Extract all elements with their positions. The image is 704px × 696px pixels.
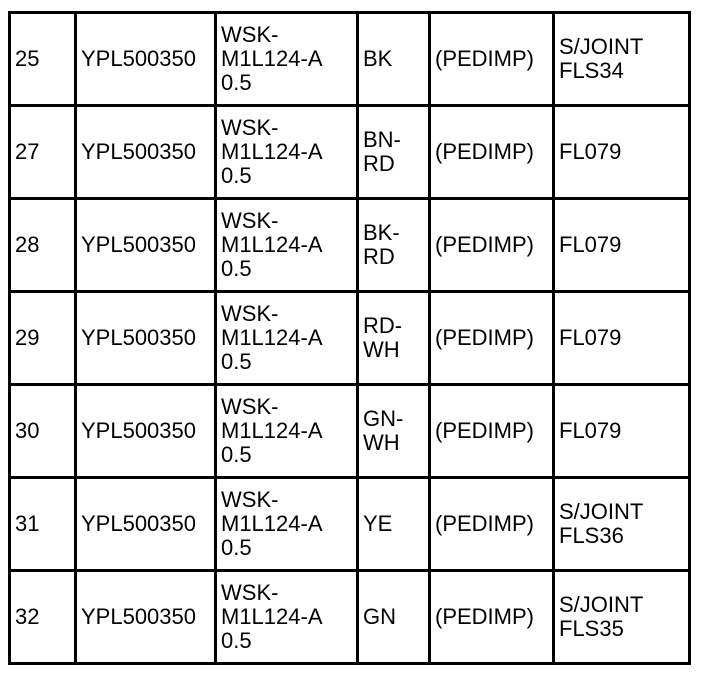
part-number-cell: YPL500350 bbox=[76, 478, 216, 571]
destination-cell-line: FL079 bbox=[559, 139, 622, 164]
destination-cell-line: FLS34 bbox=[559, 58, 624, 83]
wire-number-cell: 32 bbox=[10, 571, 76, 664]
destination-cell bbox=[554, 292, 690, 385]
wire-spec-cell-line: M1L124-A bbox=[221, 604, 323, 629]
part-number-cell: YPL500350 bbox=[76, 292, 216, 385]
destination-cell-line: FL079 bbox=[559, 418, 622, 443]
wire-color-cell-line: BK bbox=[363, 46, 393, 71]
wire-spec-cell-line: WSK- bbox=[221, 301, 279, 326]
table-row bbox=[10, 199, 690, 292]
wire-spec-cell bbox=[216, 478, 358, 571]
table-row bbox=[10, 385, 690, 478]
wire-number-cell: 27 bbox=[10, 106, 76, 199]
wire-spec-cell-line: M1L124-A bbox=[221, 418, 323, 443]
wire-table-body bbox=[10, 13, 690, 664]
wire-spec-cell-line: M1L124-A bbox=[221, 46, 323, 71]
wire-color-cell-line: RD bbox=[363, 151, 395, 176]
circuit-type-cell: (PEDIMP) bbox=[430, 106, 554, 199]
wire-spec-cell-line: WSK- bbox=[221, 22, 279, 47]
wire-spec-cell-line: M1L124-A bbox=[221, 325, 323, 350]
circuit-type-cell: (PEDIMP) bbox=[430, 385, 554, 478]
destination-cell-line: S/JOINT bbox=[559, 34, 644, 59]
destination-cell bbox=[554, 199, 690, 292]
wire-spec-cell-line: 0.5 bbox=[221, 442, 252, 467]
wire-spec-cell-line: M1L124-A bbox=[221, 511, 323, 536]
destination-cell-line: FL079 bbox=[559, 325, 622, 350]
wire-spec-cell-line: M1L124-A bbox=[221, 232, 323, 257]
wire-spec-cell-line: 0.5 bbox=[221, 163, 252, 188]
wire-spec-cell-line: WSK- bbox=[221, 208, 279, 233]
destination-cell bbox=[554, 478, 690, 571]
wire-color-cell bbox=[358, 13, 430, 106]
table-row bbox=[10, 478, 690, 571]
wire-spec-cell-line: 0.5 bbox=[221, 256, 252, 281]
wire-color-cell bbox=[358, 478, 430, 571]
part-number-cell: YPL500350 bbox=[76, 385, 216, 478]
wire-color-cell bbox=[358, 385, 430, 478]
wire-number-cell: 25 bbox=[10, 13, 76, 106]
wire-spec-cell-line: WSK- bbox=[221, 115, 279, 140]
wire-number-cell: 28 bbox=[10, 199, 76, 292]
wire-spec-cell-line: WSK- bbox=[221, 580, 279, 605]
wire-color-cell-line: WH bbox=[363, 337, 400, 362]
part-number-cell: YPL500350 bbox=[76, 106, 216, 199]
wire-color-cell-line: RD bbox=[363, 244, 395, 269]
destination-cell-line: S/JOINT bbox=[559, 499, 644, 524]
circuit-type-cell: (PEDIMP) bbox=[430, 199, 554, 292]
circuit-type-cell: (PEDIMP) bbox=[430, 478, 554, 571]
destination-cell bbox=[554, 106, 690, 199]
circuit-type-cell: (PEDIMP) bbox=[430, 13, 554, 106]
wire-color-cell-line: RD- bbox=[363, 313, 403, 338]
circuit-type-cell: (PEDIMP) bbox=[430, 571, 554, 664]
destination-cell bbox=[554, 385, 690, 478]
part-number-cell: YPL500350 bbox=[76, 199, 216, 292]
wire-spec-cell bbox=[216, 385, 358, 478]
destination-cell bbox=[554, 571, 690, 664]
destination-cell-line: FL079 bbox=[559, 232, 622, 257]
part-number-cell: YPL500350 bbox=[76, 13, 216, 106]
table-row bbox=[10, 13, 690, 106]
wire-spec-cell bbox=[216, 13, 358, 106]
wire-color-cell bbox=[358, 292, 430, 385]
wire-number-cell: 30 bbox=[10, 385, 76, 478]
table-row bbox=[10, 292, 690, 385]
wire-spec-cell-line: M1L124-A bbox=[221, 139, 323, 164]
wire-spec-cell-line: 0.5 bbox=[221, 349, 252, 374]
destination-cell bbox=[554, 13, 690, 106]
wire-spec-cell-line: WSK- bbox=[221, 487, 279, 512]
wire-number-cell: 29 bbox=[10, 292, 76, 385]
table-row bbox=[10, 571, 690, 664]
wire-color-cell bbox=[358, 106, 430, 199]
circuit-type-cell: (PEDIMP) bbox=[430, 292, 554, 385]
wire-number-cell: 31 bbox=[10, 478, 76, 571]
wire-table-container bbox=[8, 11, 691, 665]
wire-color-cell bbox=[358, 571, 430, 664]
wire-color-cell-line: BN- bbox=[363, 127, 401, 152]
wire-color-cell bbox=[358, 199, 430, 292]
wire-table bbox=[8, 11, 691, 665]
wire-spec-cell-line: 0.5 bbox=[221, 70, 252, 95]
wire-spec-cell bbox=[216, 199, 358, 292]
wire-color-cell-line: GN bbox=[363, 604, 396, 629]
wire-spec-cell-line: 0.5 bbox=[221, 628, 252, 653]
wire-color-cell-line: YE bbox=[363, 511, 393, 536]
table-row bbox=[10, 106, 690, 199]
wire-spec-cell bbox=[216, 106, 358, 199]
destination-cell-line: S/JOINT bbox=[559, 592, 644, 617]
wire-color-cell-line: BK- bbox=[363, 220, 400, 245]
wire-spec-cell-line: WSK- bbox=[221, 394, 279, 419]
wire-spec-cell bbox=[216, 571, 358, 664]
wire-color-cell-line: WH bbox=[363, 430, 400, 455]
destination-cell-line: FLS36 bbox=[559, 523, 624, 548]
part-number-cell: YPL500350 bbox=[76, 571, 216, 664]
wire-color-cell-line: GN- bbox=[363, 406, 404, 431]
destination-cell-line: FLS35 bbox=[559, 616, 624, 641]
wire-spec-cell bbox=[216, 292, 358, 385]
wire-spec-cell-line: 0.5 bbox=[221, 535, 252, 560]
